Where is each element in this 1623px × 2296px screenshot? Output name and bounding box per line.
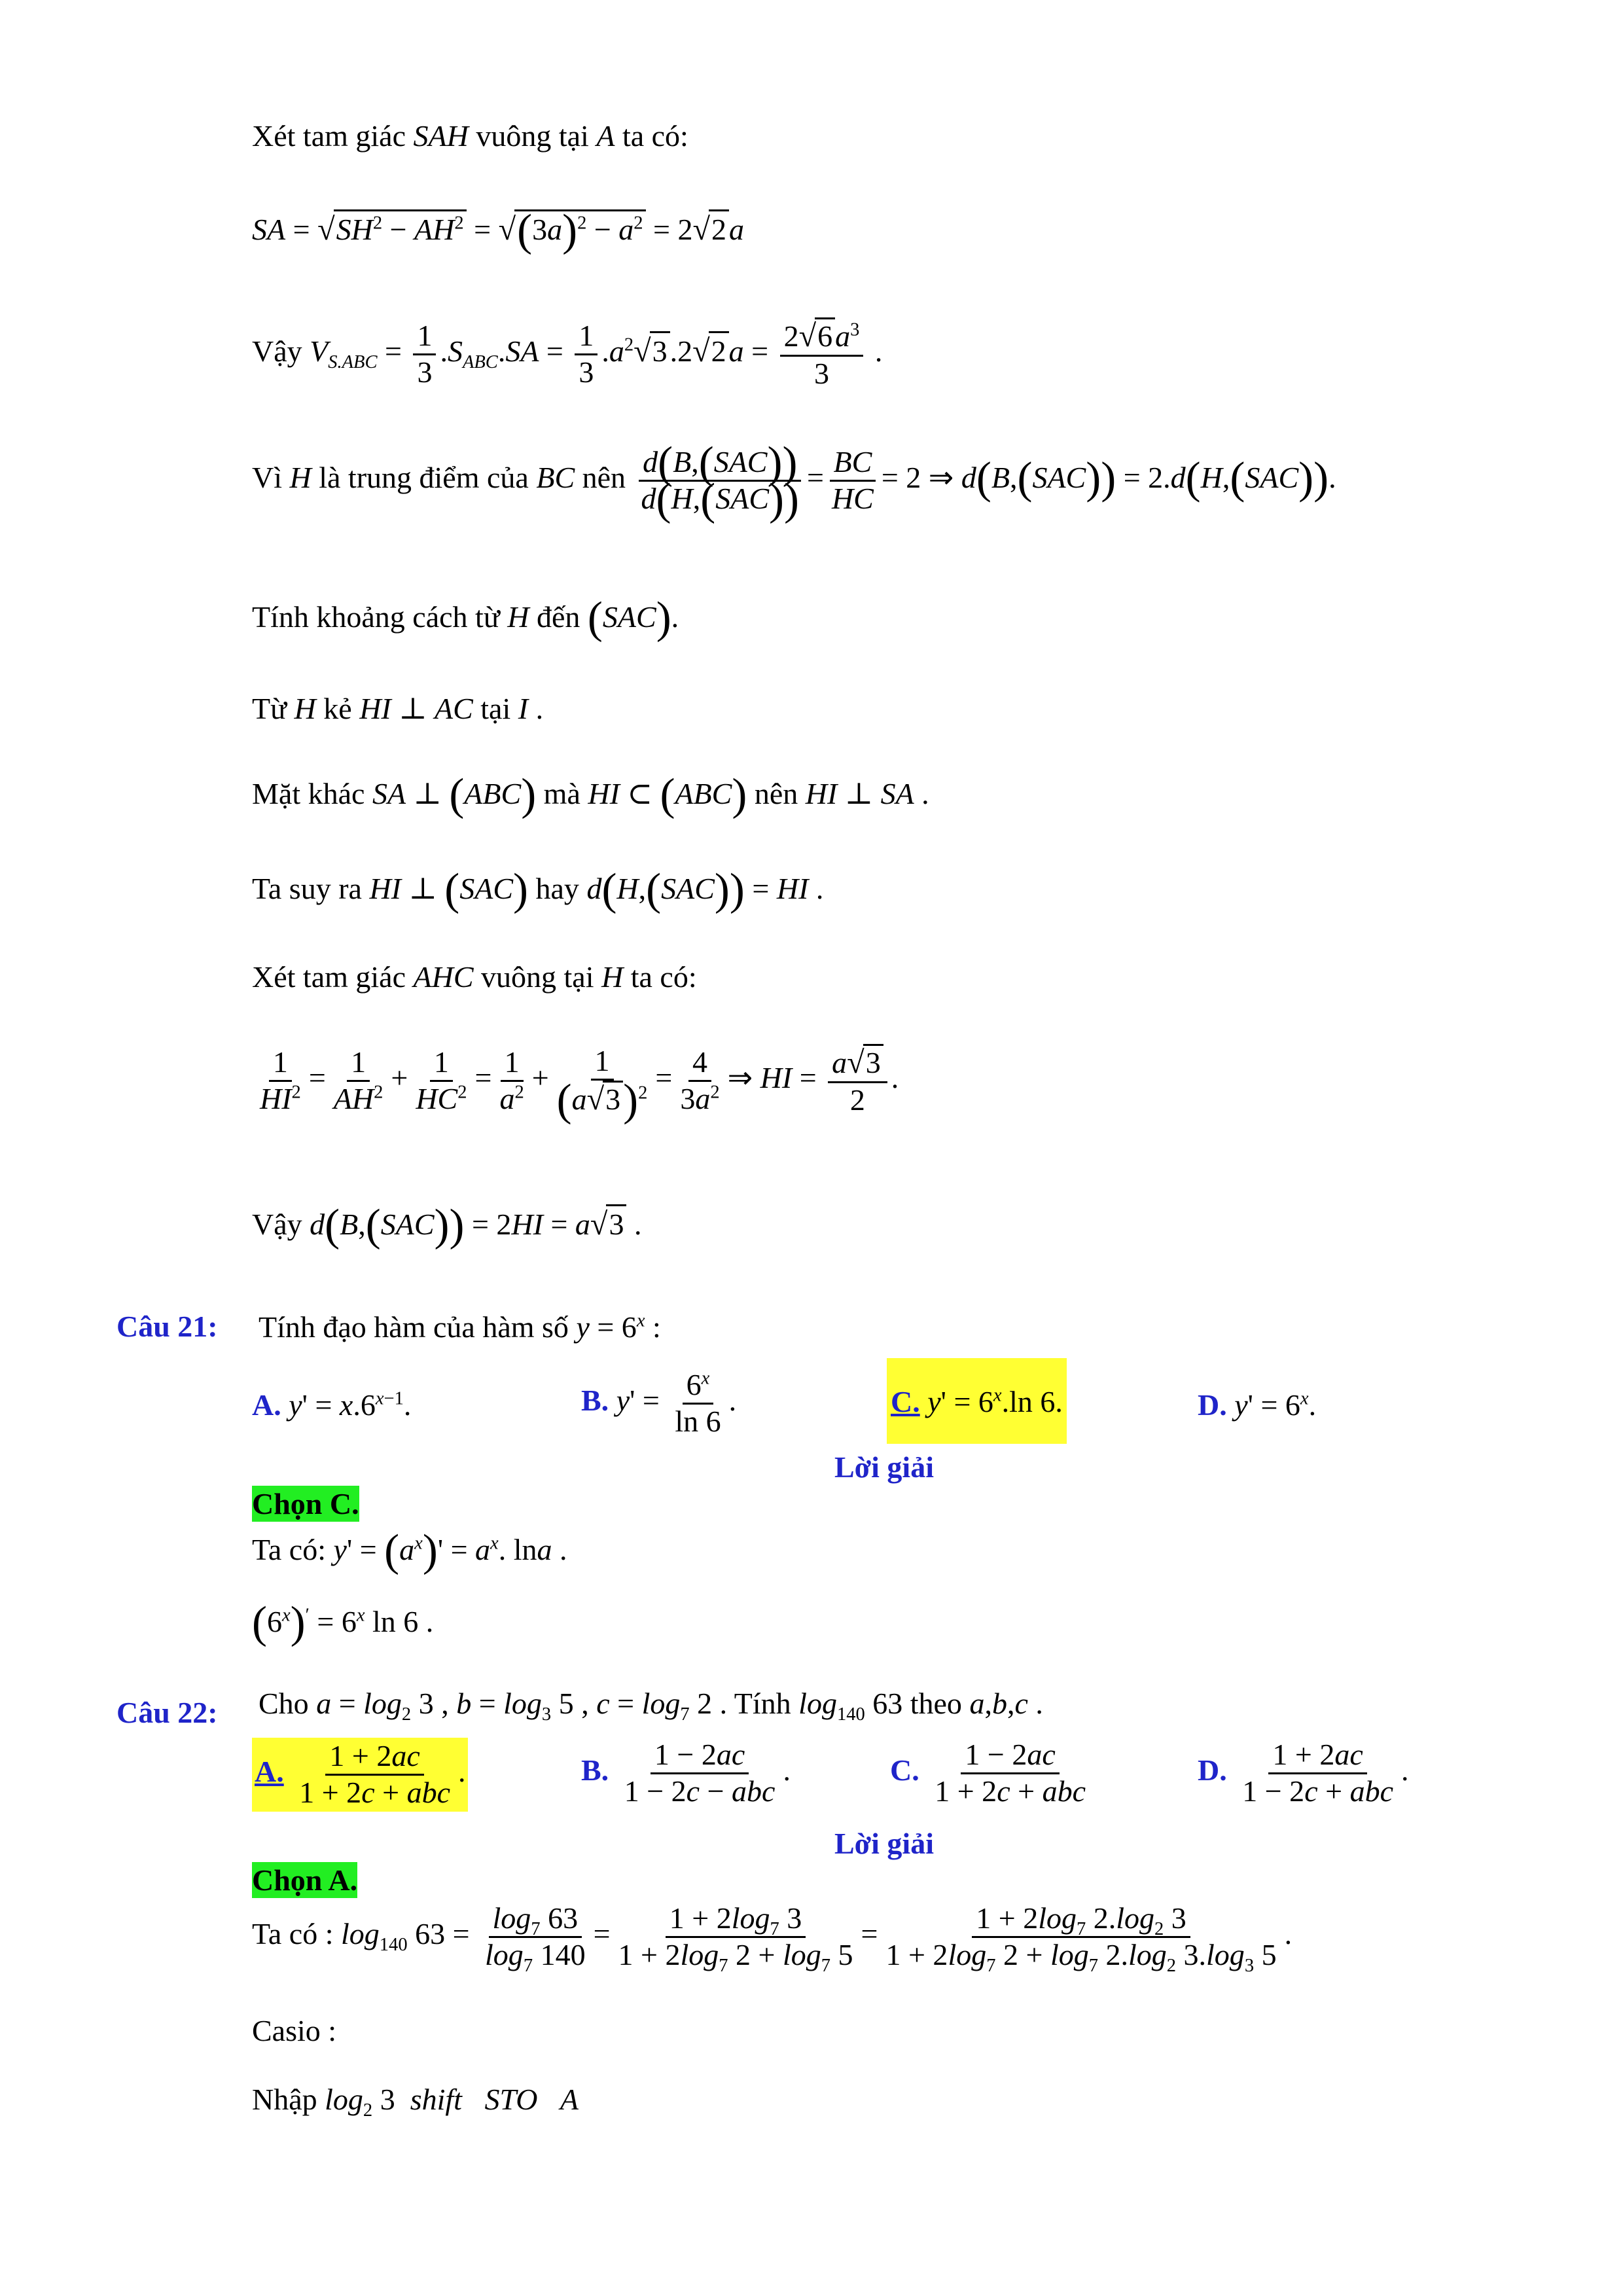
q21-option-d[interactable]: D. $y' = 6^x$. <box>1198 1388 1317 1422</box>
q22-chon: Chọn A. <box>252 1863 358 1897</box>
q22-nhap: Nhập $\log_2 3$ shift STO A <box>252 2083 579 2121</box>
line-xet-ahc: Xét tam giác AHC vuông tại H ta có: <box>252 960 697 994</box>
q22-casio: Casio : <box>252 2014 337 2047</box>
line-xet-sah: Xét tam giác SAH vuông tại A ta có: <box>252 119 688 152</box>
formula-sa: SA = $√SH^2 - AH^2 = √(3a)^2 - a^2 = 2√2a$ <box>252 205 745 255</box>
q22-option-d[interactable]: D. $\frac{1 + 2ac}{\text{1 − 2c + abc}}$ . <box>1198 1738 1409 1808</box>
formula-hi: $\frac{1}{HI^2}$ = $\frac{1}{AH^2}$ + $\frac{1}{HC^2}$ = $\frac{1}{a^2}$ + $\frac{1}{(a√3)^2}$ = $\frac{4}{3a^2}$ ⇒ HI = $\frac{a√3}{2}$ . <box>260 1044 899 1125</box>
q22-option-a-correct[interactable]: A. $\frac{1 + 2ac}{\text{1 + 2c + abc}}$ . <box>252 1738 468 1812</box>
q22-option-c[interactable]: C. $\frac{1 - 2ac}{\text{1 + 2c + abc}}$ <box>890 1738 1086 1808</box>
question-22-text: Cho $a = \log_2 3$ , $b = \log_3 5$ , $c = \log_7 2$ . Tính $\log_{140} 63$ theo a,b,c . <box>259 1687 1043 1725</box>
question-21-text: Tính đạo hàm của hàm số $y = 6^x$ : <box>259 1310 661 1344</box>
q21-ta-co: Ta có: $y' = (a^x)' = a^x$. lna . <box>252 1525 567 1575</box>
q21-chon: Chọn C. <box>252 1487 359 1520</box>
q22-loi-giai: Lời giải <box>834 1827 934 1860</box>
line-tu-h-ke: Từ H kẻ HI ⊥ AC tại I . <box>252 692 544 725</box>
line-vay-d: Vậy d(B,(SAC)) = 2HI = a√3 . <box>252 1200 642 1250</box>
q21-loi-giai: Lời giải <box>834 1450 934 1484</box>
question-22-label: Câu 22: <box>116 1696 218 1729</box>
line-mat-khac: Mặt khác SA ⊥ (ABC) mà HI ⊂ (ABC) nên HI ⊥ SA . <box>252 769 929 819</box>
q21-option-b[interactable]: B. y' = $\frac{6^x}{\ln 6}$ . <box>581 1368 737 1438</box>
q21-derivative-6x: $(6^x)' = 6^x$ ln 6 . <box>252 1597 434 1647</box>
formula-distance-ratio: Vì H là trung điểm của BC nên $\frac{\text{d(B,(SAC))}}{\text{d(H,(SAC))}}$ = $\frac{BC}{HC}$ = 2 ⇒ d(B,(SAC)) = 2.d(H,(SAC)). <box>252 437 1336 524</box>
q21-option-c-correct[interactable]: C. $y' = 6^x.\ln$ 6. <box>887 1358 1067 1444</box>
formula-volume: Vậy $V_{S.ABC}$ = $\frac{1}{3}$ $.S_{ABC}.SA$ = $\frac{1}{3}$ $.a^2√3.2√2a$ = $\frac{2√6a^3}{3}$ . <box>252 318 883 390</box>
q21-option-a[interactable]: A. $y' = x.6^{x-1}$. <box>252 1388 412 1422</box>
q22-ta-co: Ta có : $\log_{140} 63$ = $\frac{\log_7 63}{\log_7 140}$ = $\frac{1 + 2\log_7 3}{1 + 2\log_7 2 + \log_7 5}$ = $\frac{1 + 2\log_7 2.\log_2 3}{1 + 2\log_7 2 + \log_7 2.\log_2 3.\log_3 5}$ . <box>252 1901 1293 1977</box>
line-tinh-khoang-cach: Tính khoảng cách từ H đến (SAC). <box>252 592 679 643</box>
q22-option-b[interactable]: B. $\frac{1 - 2ac}{\text{1 − 2c − abc}}$ . <box>581 1738 791 1808</box>
line-ta-suy-ra: Ta suy ra HI ⊥ (SAC) hay d(H,(SAC)) = HI . <box>252 864 824 914</box>
question-21-label: Câu 21: <box>116 1310 218 1343</box>
